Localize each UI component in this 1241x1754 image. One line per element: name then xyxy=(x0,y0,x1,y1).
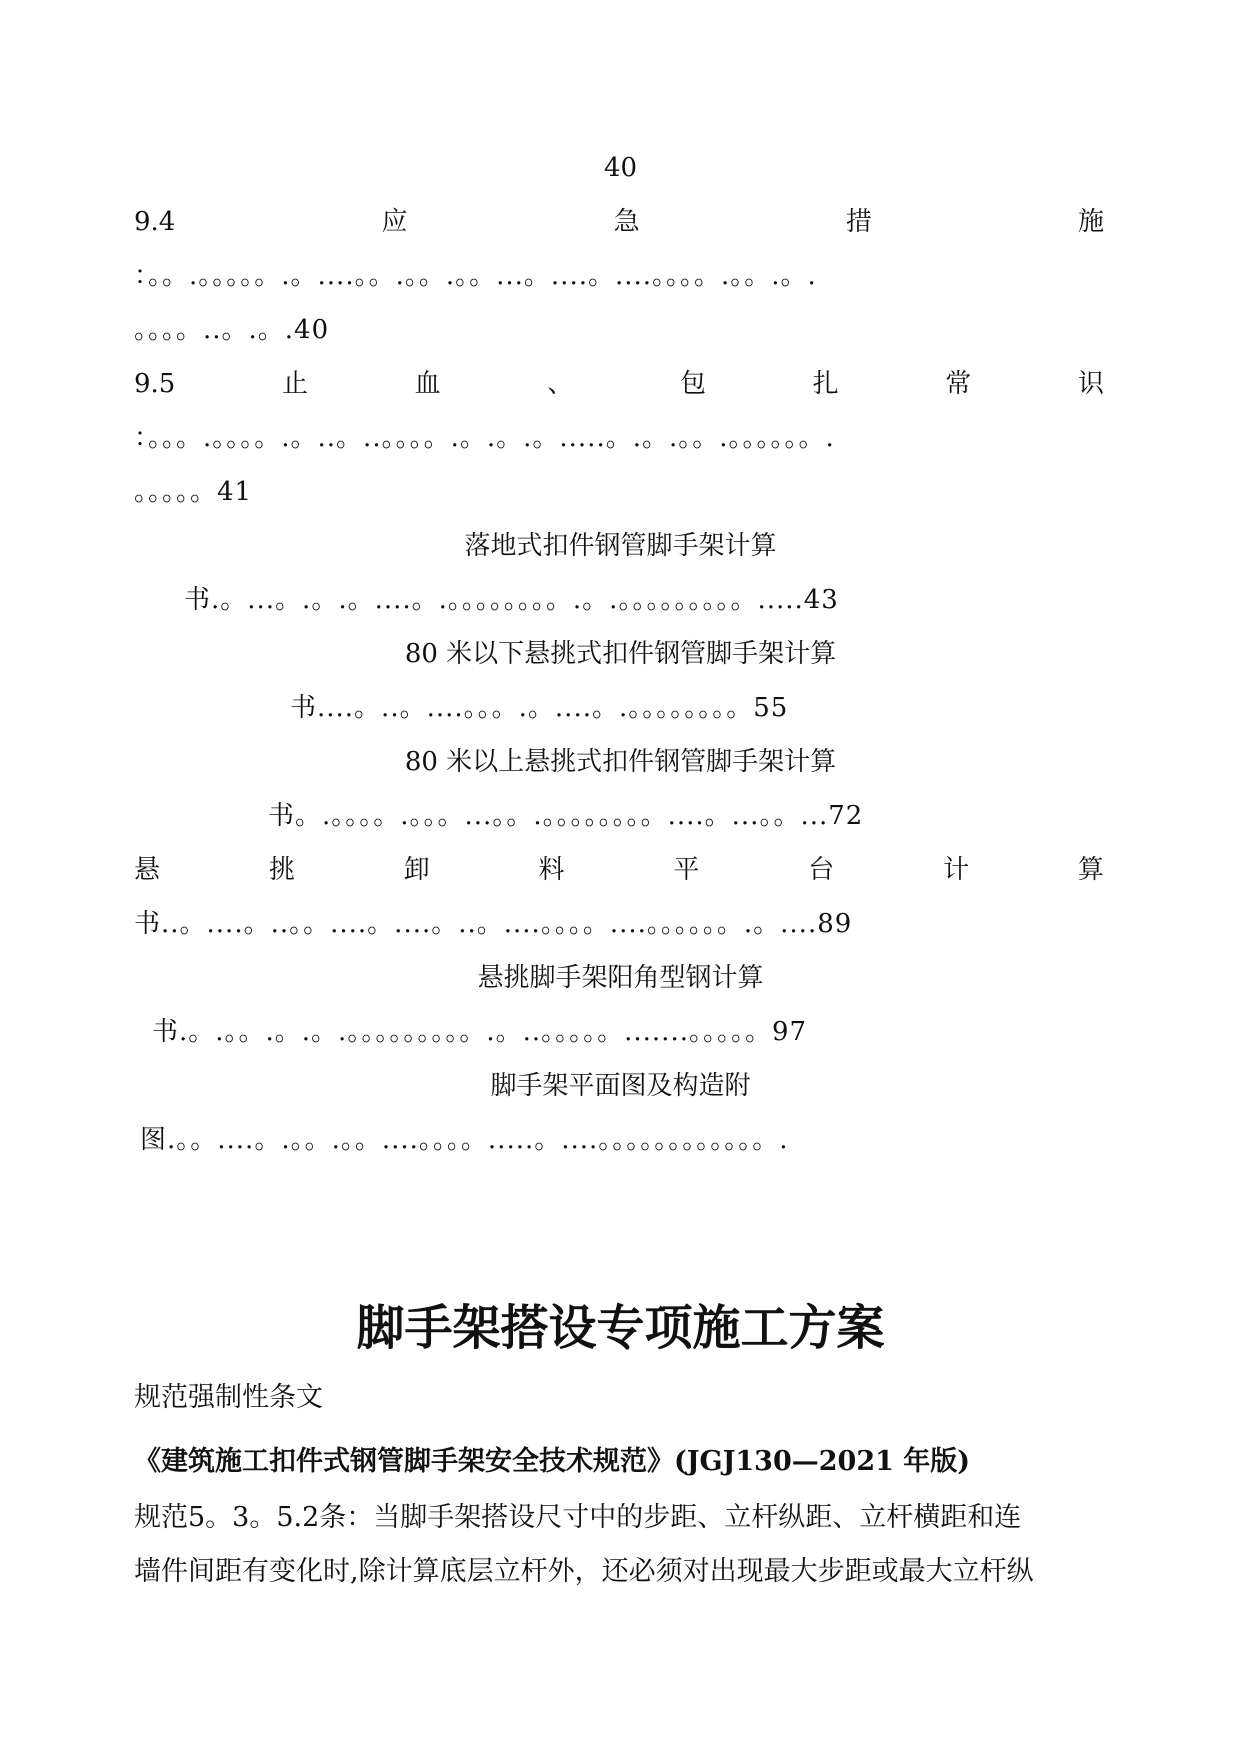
toc-9-4-char: 措 xyxy=(845,207,872,237)
toc-9-5-char: 扎 xyxy=(812,369,839,399)
toc-calc4-char: 料 xyxy=(538,855,565,885)
toc-calc2-leader: 书....。..。....。。。.。....。.。。。。。。。。55 xyxy=(290,693,789,723)
toc-entry-9-5 xyxy=(134,364,1104,404)
toc-9-4-leader-page: 。。。。..。.。.40 xyxy=(134,315,330,345)
toc-9-5-char: 包 xyxy=(679,369,706,399)
toc-9-5-char: 、 xyxy=(547,369,574,399)
toc-9-4-leader: ：。。.。。。。。.。....。。.。。.。。...。....。....。。。。.。。.。. xyxy=(134,261,817,291)
toc-9-4-char: 应 xyxy=(381,207,408,237)
toc-calc4-char: 平 xyxy=(673,855,700,885)
toc-9-5-char: 止 xyxy=(282,369,309,399)
toc-appendix-leader: 图.。。....。.。。.。。....。。。。.....。....。。。。。。。。。。。。. xyxy=(140,1125,789,1155)
toc-9-5-char: 血 xyxy=(414,369,441,399)
toc-calc4-char: 悬 xyxy=(134,855,161,885)
toc-calc3-leader: 书。.。。。。.。。。...。。.。。。。。。。。....。...。。...72 xyxy=(268,801,864,831)
toc-calc4-char: 计 xyxy=(943,855,970,885)
toc-9-5-char: 常 xyxy=(945,369,972,399)
toc-calc4-char: 台 xyxy=(808,855,835,885)
toc-9-4-char: 施 xyxy=(1077,207,1104,237)
toc-calc5-leader: 书.。.。。.。.。.。。。。。。。。。.。..。。。。。.......。。。。。97 xyxy=(152,1017,808,1047)
toc-calc4-leader: 书..。....。..。。....。....。..。....。。。。....。。。。。。.。....89 xyxy=(134,909,853,939)
toc-entry-9-4 xyxy=(134,202,1104,242)
toc-calc5-title: 悬挑脚手架阳角型钢计算 xyxy=(477,963,764,993)
toc-appendix-title: 脚手架平面图及构造附 xyxy=(490,1071,751,1101)
paragraph-line: 规范5。3。5.2条：当脚手架搭设尺寸中的步距、立杆纵距、立杆横距和连 xyxy=(134,1502,1022,1533)
toc-9-5-char: 识 xyxy=(1077,369,1104,399)
toc-page-number: 40 xyxy=(603,153,638,183)
toc-calc3-title: 80 米以上悬挑式扣件钢管脚手架计算 xyxy=(404,747,837,777)
toc-calc4-char: 算 xyxy=(1077,855,1104,885)
toc-9-5-number: 9.5 xyxy=(134,369,176,399)
toc-calc1-leader: 书.。...。.。.。....。.。。。。。。。。.。.。。。。。。。。。.....43 xyxy=(184,585,839,615)
toc-calc4-char: 挑 xyxy=(268,855,295,885)
toc-9-4-char: 急 xyxy=(613,207,640,237)
toc-calc4-title xyxy=(134,850,1104,890)
toc-calc4-char: 卸 xyxy=(403,855,430,885)
document-title: 脚手架搭设专项施工方案 xyxy=(356,1300,885,1356)
toc-9-5-leader-page: 。。。。。41 xyxy=(134,477,253,507)
section-label: 规范强制性条文 xyxy=(134,1382,323,1413)
toc-calc1-title: 落地式扣件钢管脚手架计算 xyxy=(464,531,777,561)
toc-9-5-leader: ：。。。.。。。。.。..。..。。。。.。.。.。.....。.。.。。.。。。。。。. xyxy=(134,423,835,453)
paragraph-line: 墙件间距有变化时,除计算底层立杆外，还必须对出现最大步距或最大立杆纵 xyxy=(134,1556,1034,1587)
toc-9-4-number: 9.4 xyxy=(134,207,176,237)
toc-calc2-title: 80 米以下悬挑式扣件钢管脚手架计算 xyxy=(404,639,837,669)
standard-heading: 《建筑施工扣件式钢管脚手架安全技术规范》(JGJ130—2021 年版) xyxy=(134,1446,971,1477)
